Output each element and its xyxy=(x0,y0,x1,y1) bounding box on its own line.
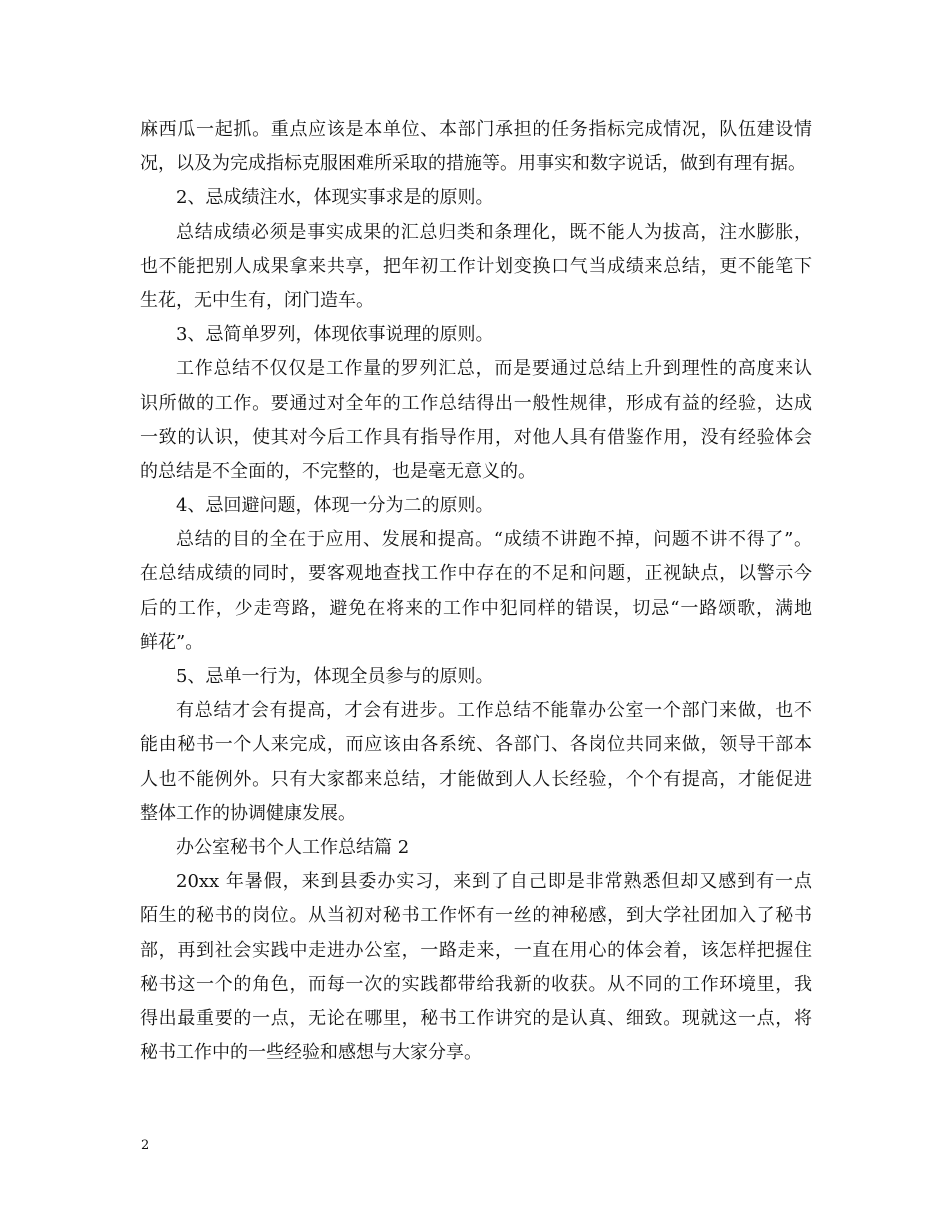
text-line: 鲜花”。 xyxy=(140,631,204,653)
text-line: 的总结是不全面的，不完整的，也是毫无意义的。 xyxy=(140,460,536,482)
text-line: 20xx 年暑假，来到县委办实习，来到了自己即是非常熟悉但却又感到有一点 xyxy=(176,871,812,893)
text-line: 况，以及为完成指标克服困难所采取的措施等。用事实和数字说话，做到有理有据。 xyxy=(140,153,806,175)
text-line: 部，再到社会实践中走进办公室，一路走来，一直在用心的体会着，该怎样把握住 xyxy=(140,939,812,961)
text-line: 生花，无中生有，闭门造车。 xyxy=(140,289,374,311)
text-line: 后的工作，少走弯路，避免在将来的工作中犯同样的错误，切忌“一路颂歌，满地 xyxy=(140,597,812,619)
text-line: 能由秘书一个人来完成，而应该由各系统、各部门、各岗位共同来做，领导干部本 xyxy=(140,734,812,756)
text-line: 工作总结不仅仅是工作量的罗列汇总，而是要通过总结上升到理性的高度来认 xyxy=(176,358,812,380)
text-line: 识所做的工作。要通过对全年的工作总结得出一般性规律，形成有益的经验，达成 xyxy=(140,392,812,414)
text-line: 有总结才会有提高，才会有进步。工作总结不能靠办公室一个部门来做，也不 xyxy=(176,700,812,722)
text-line: 秘书这一个的角色，而每一次的实践都带给我新的收获。从不同的工作环境里，我 xyxy=(140,973,812,995)
text-line: 陌生的秘书的岗位。从当初对秘书工作怀有一丝的神秘感，到大学社团加入了秘书 xyxy=(140,905,812,927)
text-line: 5、忌单一行为，体现全员参与的原则。 xyxy=(176,666,494,687)
text-line: 人也不能例外。只有大家都来总结，才能做到人人长经验，个个有提高，才能促进 xyxy=(140,768,812,790)
text-line: 总结成绩必须是事实成果的汇总归类和条理化，既不能人为拔高，注水膨胀， xyxy=(176,221,812,243)
text-line: 在总结成绩的同时，要客观地查找工作中存在的不足和问题，正视缺点，以警示今 xyxy=(140,563,812,585)
text-line: 一致的认识，使其对今后工作具有指导作用，对他人具有借鉴作用，没有经验体会 xyxy=(140,426,812,448)
text-line: 也不能把别人成果拿来共享，把年初工作计划变换口气当成绩来总结，更不能笔下 xyxy=(140,255,812,277)
text-line: 整体工作的协调健康发展。 xyxy=(140,802,356,824)
text-line: 3、忌简单罗列，体现依事说理的原则。 xyxy=(176,324,494,346)
page-number: 2 xyxy=(141,1138,150,1153)
text-line: 2、忌成绩注水，体现实事求是的原则。 xyxy=(176,187,494,209)
text-line: 麻西瓜一起抓。重点应该是本单位、本部门承担的任务指标完成情况，队伍建设情 xyxy=(140,119,812,140)
text-line: 总结的目的全在于应用、发展和提高。“成绩不讲跑不掉，问题不讲不得了”。 xyxy=(176,529,812,551)
text-line: 办公室秘书个人工作总结篇 2 xyxy=(176,836,410,858)
text-line: 4、忌回避问题，体现一分为二的原则。 xyxy=(176,495,494,517)
text-line: 得出最重要的一点，无论在哪里，秘书工作讲究的是认真、细致。现就这一点，将 xyxy=(140,1007,812,1029)
text-line: 秘书工作中的一些经验和感想与大家分享。 xyxy=(140,1042,482,1064)
document-body xyxy=(140,113,812,1070)
